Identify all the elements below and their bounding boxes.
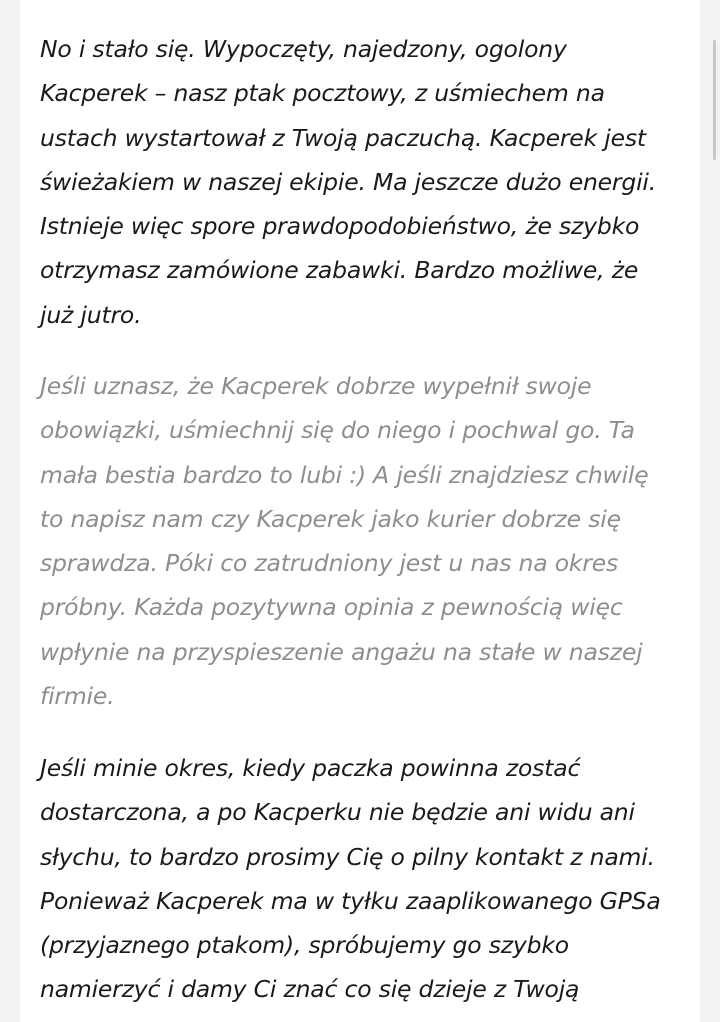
article-paragraph-2-muted: Jeśli uznasz, że Kacperek dobrze wypełnił swoje obowiązki, uśmiechnij się do niego i pochwal go. Ta mała bestia bardzo to lubi :) A jeśli znajdziesz chwilę to napisz nam czy Kacperek jako kurier dobrze się sprawdza. Póki co zatrudniony jest u nas na okres próbny. Każda pozytywna opinia z pewnością więc wpłynie na przyspieszenie angażu na stałe w naszej firmie.	[40, 372, 649, 711]
article-page	[20, 0, 700, 1022]
article-paragraph-3: Jeśli minie okres, kiedy paczka powinna zostać dostarczona, a po Kacperku nie będzie ani widu ani słychu, to bardzo prosimy Cię o pilny kontakt z nami. Ponieważ Kacperek ma w tyłku zaaplikowanego GPSa (przyjaznego ptakom), spróbujemy go szybko namierzyć i damy Ci znać co się dzieje z Twoją	[40, 754, 661, 1004]
article-paragraph-1: No i stało się. Wypoczęty, najedzony, ogolony Kacperek – nasz ptak pocztowy, z uśmiechem na ustach wystartował z Twoją paczuchą. Kacperek jest świeżakiem w naszej ekipie. Ma jeszcze dużo energii. Istnieje więc spore prawdopodobieństwo, że szybko otrzymasz zamówione zabawki. Bardzo możliwe, że już jutro.	[40, 35, 657, 329]
scrollbar[interactable]	[713, 40, 716, 160]
